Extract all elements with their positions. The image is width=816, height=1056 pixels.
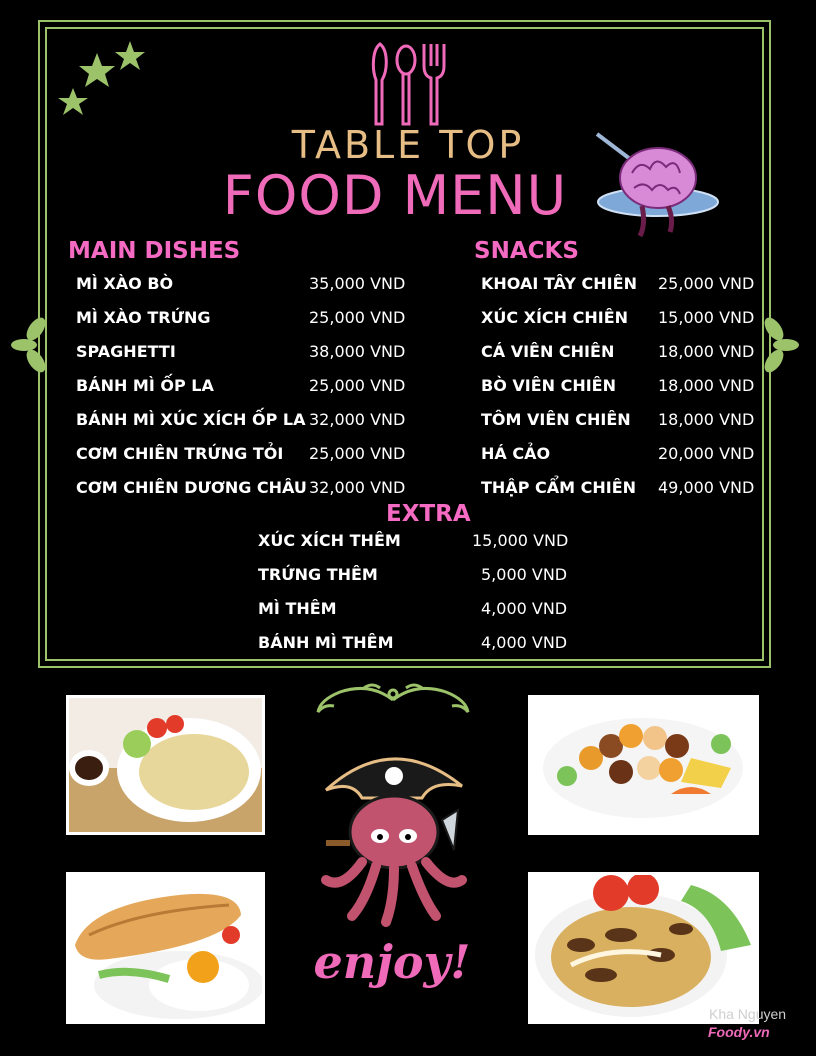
main-dishes-heading: MAIN DISHES xyxy=(68,238,241,264)
extra-price: 15,000 VND xyxy=(472,531,569,550)
enjoy-text: enjoy! xyxy=(313,935,471,989)
page-title: FOOD MENU xyxy=(222,164,568,227)
main-dish-name: CƠM CHIÊN TRỨNG TỎI xyxy=(76,444,284,463)
watermark-text: Foody.vn xyxy=(708,1024,770,1040)
fried-snacks-photo xyxy=(528,695,759,835)
snack-price: 20,000 VND xyxy=(658,444,755,463)
snack-price: 15,000 VND xyxy=(658,308,755,327)
main-dish-price: 25,000 VND xyxy=(309,308,406,327)
main-dish-price: 35,000 VND xyxy=(309,274,406,293)
snack-name: CÁ VIÊN CHIÊN xyxy=(481,342,615,361)
snack-price: 49,000 VND xyxy=(658,478,755,497)
snack-name: XÚC XÍCH CHIÊN xyxy=(481,308,629,327)
main-dish-price: 38,000 VND xyxy=(309,342,406,361)
snack-name: THẬP CẨM CHIÊN xyxy=(481,478,637,497)
snack-name: KHOAI TÂY CHIÊN xyxy=(481,274,637,293)
extra-name: BÁNH MÌ THÊM xyxy=(258,633,394,652)
extra-name: XÚC XÍCH THÊM xyxy=(258,531,401,550)
main-dish-price: 32,000 VND xyxy=(309,478,406,497)
main-dish-name: SPAGHETTI xyxy=(76,342,176,361)
main-dish-price: 25,000 VND xyxy=(309,376,406,395)
extra-price: 4,000 VND xyxy=(481,599,568,618)
extra-name: TRỨNG THÊM xyxy=(258,565,378,584)
credit-text: Kha Nguyen xyxy=(709,1006,787,1022)
stars-icon xyxy=(55,38,150,123)
brand-title: TABLE TOP xyxy=(291,123,525,167)
swirl-ornament-icon xyxy=(310,682,476,720)
leaf-right-icon xyxy=(760,315,800,375)
snack-price: 18,000 VND xyxy=(658,376,755,395)
extra-heading: EXTRA xyxy=(386,501,471,527)
snacks-heading: SNACKS xyxy=(474,238,579,264)
banh-mi-photo xyxy=(66,872,265,1024)
snack-price: 18,000 VND xyxy=(658,342,755,361)
snack-name: HÁ CẢO xyxy=(481,444,551,463)
extra-name: MÌ THÊM xyxy=(258,599,337,618)
main-dish-name: BÁNH MÌ ỐP LA xyxy=(76,376,214,395)
leaf-left-icon xyxy=(10,315,50,375)
extra-price: 5,000 VND xyxy=(481,565,568,584)
main-dish-name: MÌ XÀO BÒ xyxy=(76,274,174,293)
stir-fry-noodles-photo xyxy=(528,872,759,1024)
snack-name: TÔM VIÊN CHIÊN xyxy=(481,410,631,429)
cutlery-icon xyxy=(368,40,448,128)
extra-price: 4,000 VND xyxy=(481,633,568,652)
fried-rice-photo xyxy=(66,695,265,835)
main-dish-name: MÌ XÀO TRỨNG xyxy=(76,308,211,327)
main-dish-name: CƠM CHIÊN DƯƠNG CHÂU xyxy=(76,478,307,497)
snack-price: 25,000 VND xyxy=(658,274,755,293)
main-dish-price: 25,000 VND xyxy=(309,444,406,463)
snack-price: 18,000 VND xyxy=(658,410,755,429)
pirate-octopus-icon xyxy=(312,740,474,930)
main-dish-name: BÁNH MÌ XÚC XÍCH ỐP LA xyxy=(76,410,306,429)
snack-name: BÒ VIÊN CHIÊN xyxy=(481,376,616,395)
main-dish-price: 32,000 VND xyxy=(309,410,406,429)
